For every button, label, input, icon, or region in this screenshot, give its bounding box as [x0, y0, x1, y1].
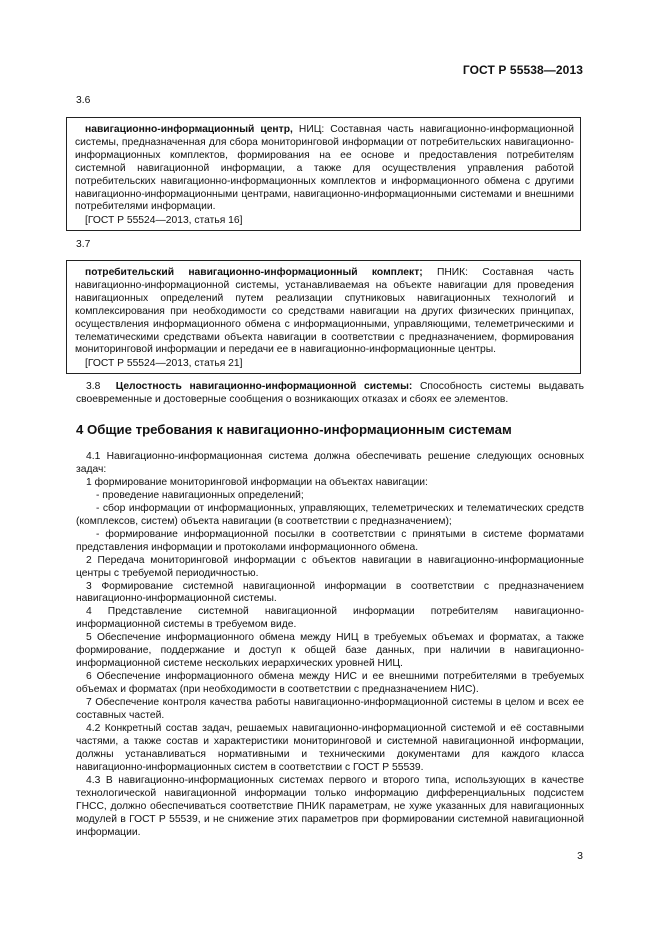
term: Целостность навигационно-информационной системы: [115, 381, 413, 392]
paragraph: - сбор информации от информационных, управляющих, телеметрических и телематических средств (комплексов, систем) объекта навигации (в соответствии с предназначением); [76, 502, 584, 527]
paragraph: 5 Обеспечение информационного обмена между НИЦ в требуемых объемах и форматах, а также формирование, поддержание и доступ к общей базе данных, при наличии в навигационно-информационной системе нескольких иерархических уровней НИЦ. [76, 632, 584, 670]
definition: Способность системы выдавать своевременные и достоверные сообщения о возникающих отказах и сбоях ее элементов. [76, 381, 584, 405]
definition-source: [ГОСТ Р 55524—2013, статья 21] [85, 358, 243, 370]
definition-text [75, 267, 574, 357]
definition-box-3-7 [66, 260, 581, 374]
clause-number: 3.8 [86, 381, 101, 392]
definition-text [75, 124, 574, 214]
clause-number-3-7: 3.7 [76, 239, 91, 250]
paragraph: 7 Обеспечение контроля качества работы навигационно-информационной системы в целом и всех ее составных частей. [76, 697, 584, 722]
term: навигационно-информационный центр, [85, 124, 293, 135]
clause-number-3-6: 3.6 [76, 95, 91, 106]
paragraph: 4.2 Конкретный состав задач, решаемых навигационно-информационной системой и её составными частями, а также состав и характеристики мониторинговой и системной навигационной информации, должны устанавливаться нормативными и техническими документами для каждого класса навигационно-информационных систем в соответствии с ГОСТ Р 55539. [76, 723, 584, 773]
definition-box-3-6 [66, 117, 581, 231]
paragraph: 3 Формирование системной навигационной информации в соответствии с предназначением навигационно-информационной системы. [76, 580, 584, 605]
paragraph: 2 Передача мониторинговой информации с объектов навигации в навигационно-информационные центры с требуемой периодичностью. [76, 554, 584, 579]
paragraph: 4.3 В навигационно-информационных системах первого и второго типа, использующих в качестве технологической навигационной информации только информацию дифференциальных подсистем ГНСС, должно обеспечиваться соответствие ПНИК параметрам, не хуже указанных для навигационных модулей в ГОСТ Р 55539, и не снижение этих параметров при формировании системной навигационной информации. [76, 774, 584, 838]
paragraph: 4 Представление системной навигационной информации потребителям навигационно-информационной системы в требуемом виде. [76, 606, 584, 631]
document-header: ГОСТ Р 55538—2013 [462, 63, 583, 77]
section-body [76, 451, 584, 840]
clause-3-8 [76, 381, 584, 407]
definition: НИЦ: Составная часть навигационно-информационной системы, предназначенная для сбора мониторинговой информации от потребительских навигационно-информационных комплектов, формирования на ее основе и предоставления потребителям системной навигационной информации, а также для осуществления управления работой потребительских навигационно-информационных комплектов и информационного обмена с другими навигационно-информационными центрами, навигационно-информационными системами и внешними потребителями информации. [75, 124, 574, 213]
section-title: 4 Общие требования к навигационно-информационным системам [76, 422, 512, 437]
paragraph: - проведение навигационных определений; [96, 489, 304, 501]
definition-source: [ГОСТ Р 55524—2013, статья 16] [85, 215, 243, 227]
term: потребительский навигационно-информационный комплект; [85, 267, 423, 278]
paragraph: 4.1 Навигационно-информационная система должна обеспечивать решение следующих основных задач: [76, 451, 584, 475]
definition: ПНИК: Составная часть навигационно-информационной системы, устанавливаемая на объекте навигации для проведения навигационных определений путем реализации спутниковых навигационных технологий и комплексирования при необходимости со средствами навигации на других физических принципах, осуществления информационного обмена с информационными, управляющими, телеметрическими и телематическими средствами объекта навигации в соответствии с предназначением, формирования мониторинговой информации и передачи ее в навигационно-информационные центры. [75, 267, 574, 356]
paragraph: 6 Обеспечение информационного обмена между НИС и ее внешними потребителями в требуемых объемах и форматах (при необходимости в соответствии с предназначением НИС). [76, 671, 584, 696]
page-number: 3 [577, 850, 583, 862]
paragraph: 1 формирование мониторинговой информации на объектах навигации: [86, 476, 428, 488]
paragraph: - формирование информационной посылки в соответствии с принятыми в системе форматами представления информации и протоколами информационного обмена. [76, 528, 584, 553]
